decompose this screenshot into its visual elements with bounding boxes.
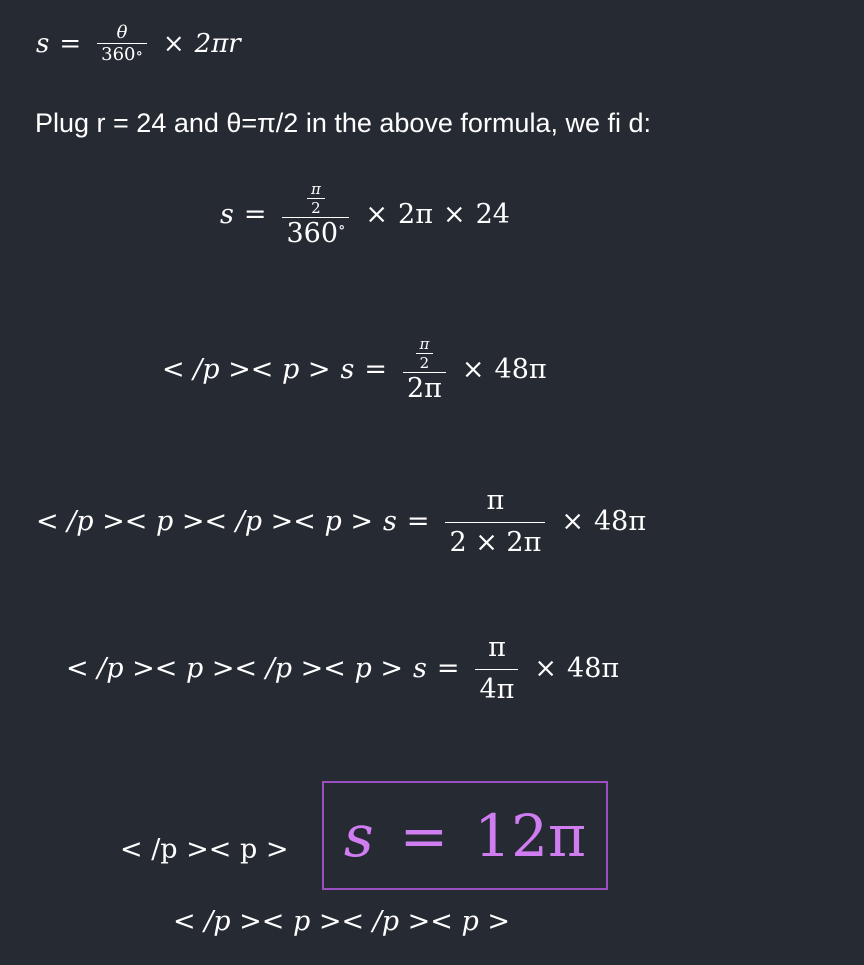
final-equals: = [399,801,449,870]
step2-val: 48π [494,354,547,385]
formula-line [36,22,241,65]
step1-inner-num: π [311,180,321,198]
formula-denominator: 360 ∘ [101,44,143,65]
step1-numerator [303,180,329,217]
step3-line [36,485,646,558]
formula-rhs: 2πr [194,28,241,59]
step1-val: 24 [475,199,510,230]
final-val: 12π [474,801,587,870]
formula-numerator: θ [116,22,128,43]
step3-val: 48π [593,506,647,537]
step2-numerator [412,335,438,372]
step1-times1: × [365,199,389,230]
step1-line [220,180,510,249]
step1-fraction [282,180,349,249]
step2-inner-num: π [419,335,430,353]
step2-inner-den: 2 [419,354,430,372]
step2-fraction [403,335,446,404]
final-answer-box [322,781,608,890]
step1-inner-den: 2 [311,199,321,217]
formula-lhs: s [36,28,50,59]
step4-val: 48π [567,653,620,684]
step4-line [66,632,619,705]
formula-fraction [97,22,147,65]
step1-times2: × [442,199,466,230]
trailing-tags: < /p >< p >< /p >< p > [173,906,510,937]
step3-equals: = [406,506,430,537]
formula-times: × [162,28,185,59]
step4-times: × [534,653,558,684]
step3-prefix: < /p >< p >< /p >< p > [36,506,373,537]
step4-fraction [475,632,518,705]
step4-numerator: π [488,632,506,663]
step3-fraction [445,485,545,558]
step2-equals: = [364,354,387,385]
step2-times: × [461,354,485,385]
step4-prefix: < /p >< p >< /p >< p > [66,653,403,684]
step2-prefix: < /p >< p > [162,354,331,385]
step3-times: × [561,506,584,537]
step4-equals: = [436,653,460,684]
final-lhs: s [343,801,374,870]
step1-lhs: s [220,199,234,230]
step1-inner-fraction [307,180,325,217]
step4-lhs: s [412,653,427,684]
step2-lhs: s [340,354,355,385]
step2-line [162,335,547,404]
step2-inner-fraction [416,335,434,372]
step1-equals: = [243,199,267,230]
step1-denominator: 360 ∘ [286,218,346,249]
step1-mid: 2π [398,199,433,230]
step4-denominator: 4π [479,674,515,705]
final-prefix: < /p >< p > [120,834,289,865]
formula-equals: = [59,28,82,59]
step3-denominator: 2 × 2π [449,527,542,558]
step3-lhs: s [382,506,397,537]
plug-text: Plug r = 24 and θ=π/2 in the above formula, we fi d: [35,108,652,138]
step3-numerator: π [486,485,505,516]
step2-denominator: 2π [406,373,442,404]
